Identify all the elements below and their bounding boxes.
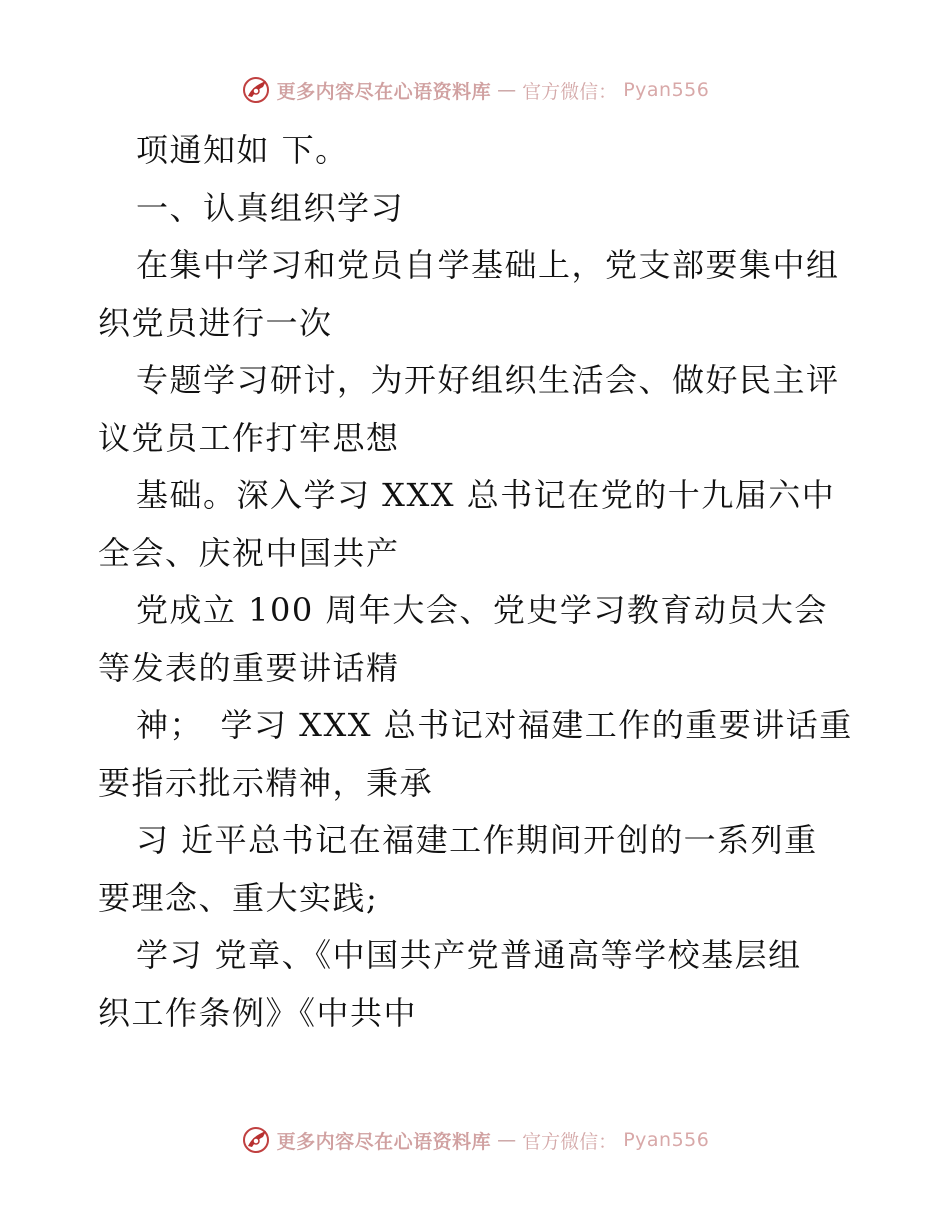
watermark-dash: — xyxy=(497,79,517,101)
text-line: 等发表的重要讲话精 xyxy=(98,648,400,687)
watermark-dash: — xyxy=(497,1129,517,1151)
text-line: 织党员进行一次 xyxy=(98,303,333,342)
text-line: 学习 党章、《中国共产党普通高等学校基层组 xyxy=(136,936,802,974)
watermark-wechat-id: Pyan556 xyxy=(623,79,710,101)
text-line: 基础。深入学习 XXX 总书记在党的十九届六中 xyxy=(136,476,836,514)
brand-logo-icon xyxy=(241,75,271,105)
document-body xyxy=(98,122,858,1042)
watermark-wechat-id: Pyan556 xyxy=(623,1129,710,1151)
text-line: 织工作条例》《中共中 xyxy=(98,993,418,1032)
watermark-wechat-label: 官方微信： xyxy=(522,1130,618,1153)
text-line: 党成立 100 周年大会、党史学习教育动员大会 xyxy=(136,591,828,629)
text-line: 要指示批示精神，秉承 xyxy=(98,763,434,802)
watermark-brand-text: 更多内容尽在心语资料库 xyxy=(276,1130,492,1153)
text-line: 习 近平总书记在福建工作期间开创的一系列重 xyxy=(136,821,818,859)
text-line: 一、认真组织学习 xyxy=(136,188,405,227)
footer-watermark xyxy=(0,1120,950,1160)
text-line: 在集中学习和党员自学基础上，党支部要集中组 xyxy=(136,246,840,284)
text-line: 项通知如 下。 xyxy=(136,131,349,169)
text-line: 全会、庆祝中国共产 xyxy=(98,533,400,572)
text-line: 专题学习研讨，为开好组织生活会、做好民主评 xyxy=(136,361,840,399)
text-line: 议党员工作打牢思想 xyxy=(98,418,400,457)
text-line: 要理念、重大实践; xyxy=(98,878,379,917)
watermark-brand-text: 更多内容尽在心语资料库 xyxy=(276,80,492,103)
watermark-wechat-label: 官方微信： xyxy=(522,80,618,103)
header-watermark xyxy=(0,70,950,110)
brand-logo-icon xyxy=(241,1125,271,1155)
text-line: 神； 学习 XXX 总书记对福建工作的重要讲话重 xyxy=(136,706,853,744)
